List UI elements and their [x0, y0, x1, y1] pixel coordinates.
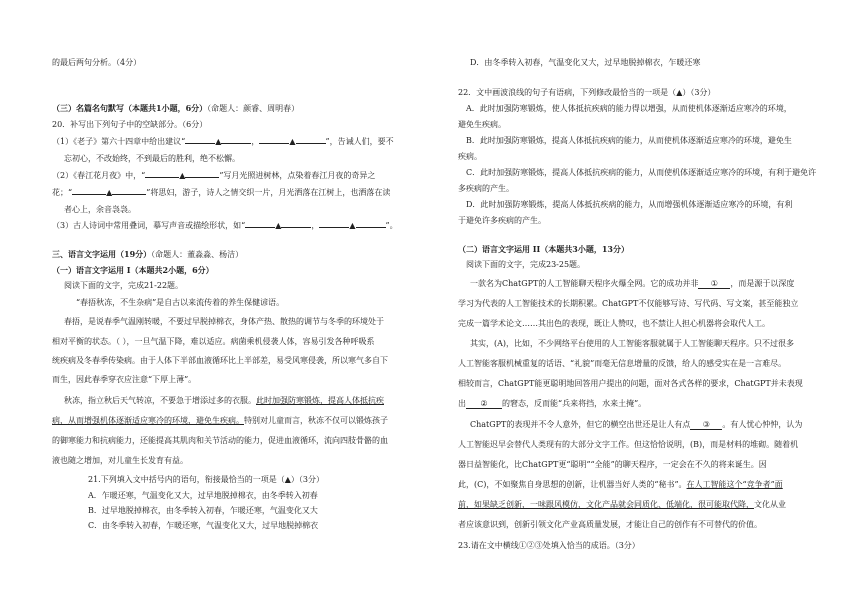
passage-line: “春捂秋冻，不生杂病”是自古以来流传着的养生保健谚语。	[76, 298, 285, 307]
option-a[interactable]: A．此时加强防寒锻炼，使人体抵抗疾病的能力得以增强，从而使机体逐渐适应寒冷的环境，	[466, 104, 792, 113]
passage-line: ChatGPT的表现并不令人意外，但它的横空出世还是让人有点 ③ 。有人忧心忡忡，认为	[470, 420, 803, 429]
passage-line: 学习为代表的人工智能技术的长期积累。ChatGPT不仅能够写诗、写代码、写文案，甚至能独立	[458, 299, 799, 308]
answer-blank[interactable]	[72, 194, 106, 195]
triangle-icon: ▲	[289, 137, 296, 146]
option-d[interactable]: D．由冬季转入初春，气温变化又大，过早地脱掉棉衣，乍暖还寒	[470, 58, 701, 67]
passage-line: 出 ② 的窘态，反而能“兵来将挡，水来土掩”。	[458, 399, 647, 408]
text-line: 的最后两句分析。（4分）	[52, 58, 142, 67]
section-heading-language-use: 三、语言文字运用（19分）（命题人：董淼淼、杨洁）	[52, 249, 244, 259]
passage-line: 的御寒能力和抗病能力，还能提高其肌肉和关节活动的能力，促进血液循环，流向四肢骨骼的血	[52, 436, 388, 445]
text-line: 忘初心，不改始终，不到最后的胜利，绝不松懈。	[64, 154, 240, 163]
triangle-icon: ▲	[179, 171, 186, 180]
triangle-icon: ▲	[349, 221, 356, 230]
passage-line: 者应该意识到，创新引领文化产业高质量发展，才能让自己的创作有不可替代的价值。	[458, 520, 762, 529]
wavy-underlined-sentence: 此时加强防寒锻炼，提高人体抵抗疾	[256, 396, 384, 405]
option-d-cont: 于避免许多疾病的产生。	[458, 216, 546, 225]
section-authors: （命题人：颜睿、周明春）	[207, 104, 300, 113]
triangle-icon: ▲	[676, 88, 683, 97]
passage-line: 而生，因此春季穿衣应注意“下厚上薄”。	[52, 375, 197, 384]
wavy-underlined-sentence: 在人工智能这个“竞争者”面	[686, 480, 783, 489]
option-b[interactable]: B．此时加强防寒锻炼，提高人体抵抗疾病的能力，从而使机体逐渐适应寒冷的环境，避免生	[466, 136, 792, 145]
option-a-cont: 避免生疾病。	[458, 120, 506, 129]
section-title: （三）名篇名句默写（本题共1小题，6分）	[52, 103, 208, 113]
option-b[interactable]: B．过早地脱掉棉衣，由冬季转入初春，乍暖还寒，气温变化又大	[88, 506, 318, 515]
wavy-underlined-sentence: 病，从而增强机体逐渐适应寒冷的环境，避免生疾病。	[52, 416, 244, 425]
triangle-icon: ▲	[215, 137, 222, 146]
passage-line: 统疾病及冬春季传染病。由于人体下半部血液循环比上半部差，易受风寒侵袭，所以寒气多自下	[52, 356, 388, 365]
passage-line: 液也随之增加，对儿童生长发育有益。	[52, 456, 188, 465]
option-c-cont: 多疾病的产生。	[458, 184, 514, 193]
passage-line: 相对平衡的状态。（ ），一旦气温下降，难以适应。病菌乘机侵袭人体，容易引发各种呼吸系	[52, 337, 375, 346]
question-21: 21.下列填入文中括号内的语句，衔接最恰当的一项是（▲）（3分）	[88, 475, 324, 484]
text-line: 者心上，余音袅袅。	[64, 205, 136, 214]
passage-line: 人工智能迟早会替代人类现有的大部分文字工作。但这恰恰说明，(B)，而是材料的堆砌。随着机	[458, 440, 799, 449]
passage-line: 器日益智能化，比ChatGPT更“聪明”“全能”的聊天程序，一定会在不久的将来诞生。因	[458, 460, 767, 469]
passage-line: 相较而言，ChatGPT能更聪明地回答用户提出的问题，面对各式各样的要求，ChatGPT并未表现	[458, 379, 803, 388]
passage-line: 其实，(A)，比如，不少网络平台使用的人工智能客服就属于人工智能聊天程序。只不过很多	[470, 339, 795, 348]
passage-line: 春捂，是说春季气温刚转暖，不要过早脱掉棉衣，身体产热、散热的调节与冬季的环境处于	[64, 317, 384, 326]
triangle-icon: ▲	[284, 475, 291, 484]
passage-line: 人工智能客服机械重复的话语、“礼貌”而毫无信息增量的反馈，给人的感受实在是一言难尽。	[458, 359, 787, 368]
answer-blank[interactable]	[145, 177, 179, 178]
option-b-cont: 疾病。	[458, 152, 482, 161]
blank-3[interactable]: ③	[690, 421, 722, 430]
question-20-item-3: （3）古人诗词中常用叠词，摹写声音或描绘形状，如“ ▲ ， ▲ ”。	[52, 221, 398, 230]
subsection-heading-2: （二）语言文字运用 II（本题共3小题，13分）	[458, 244, 629, 254]
passage-line: 一款名为ChatGPT的人工智能聊天程序火爆全网。它的成功并非 ① ，而是源于以深度	[470, 279, 795, 288]
answer-blank[interactable]	[185, 177, 219, 178]
answer-blank[interactable]	[259, 143, 289, 144]
answer-blank[interactable]	[245, 227, 275, 228]
answer-blank[interactable]	[112, 194, 146, 195]
option-a[interactable]: A．乍暖还寒，气温变化又大，过早地脱掉棉衣，由冬季转入初春	[88, 491, 318, 500]
passage-line: 此，(C)，不如聚焦自身思想的创新，让机器当好人类的“秘书”。在人工智能这个“竞争者”面	[458, 480, 783, 489]
answer-blank[interactable]	[296, 143, 326, 144]
question-23: 23.请在文中横线①②③处填入恰当的成语。（3分）	[458, 541, 640, 550]
passage-line: 前，如果缺乏创新，一味跟风模仿，文化产品就会同质化、低端化，很可能取代降，文化从业	[458, 500, 786, 509]
passage-line: 病，从而增强机体逐渐适应寒冷的环境，避免生疾病。特别对儿童而言，秋冻不仅可以锻炼孩子	[52, 416, 388, 425]
answer-blank[interactable]	[185, 143, 215, 144]
wavy-underlined-sentence: 前，如果缺乏创新，一味跟风模仿，文化产品就会同质化、低端化，很可能取代降，	[458, 500, 754, 509]
blank-2[interactable]: ②	[466, 400, 502, 409]
blank-1[interactable]: ①	[698, 280, 730, 289]
option-d[interactable]: D．此时加强防寒锻炼，提高人体抵抗疾病的能力，从而增强机体逐渐适应寒冷的环境，有利	[466, 200, 793, 209]
question-20-item-1: （1）《老子》第六十四章中给出建议“ ▲ ， ▲ ”，告诫人们，要不	[52, 137, 394, 146]
option-c[interactable]: C．此时加强防寒锻炼，提高人体抵抗疾病的能力，从而使机体逐渐适应寒冷的环境，有利于避免许	[466, 168, 817, 177]
question-22: 22．文中画波浪线的句子有语病，下列修改最恰当的一项是（▲）（3分）	[458, 88, 716, 97]
subsection-heading-1: （一）语言文字运用 I（本题共2小题，6分）	[52, 265, 214, 275]
triangle-icon: ▲	[106, 188, 113, 197]
instruction-line: 阅读下面的文字，完成21-22题。	[64, 281, 184, 290]
section-heading-famous-lines	[52, 104, 299, 113]
answer-blank[interactable]	[221, 143, 251, 144]
answer-blank[interactable]	[319, 227, 349, 228]
question-20-title: 20．补写出下列句子中的空缺部分。（6分）	[52, 120, 208, 129]
question-20-item-2-cont: 花；“ ▲ ”将思妇，游子，诗人之情交织一片，月光洒落在江树上，也洒落在读	[52, 188, 391, 197]
passage-line: 秋冻，指立秋后天气转凉，不要急于增添过多的衣服。此时加强防寒锻炼，提高人体抵抗疾	[64, 396, 384, 405]
question-20-item-2: （2）《春江花月夜》中，“ ▲ ”写月光照进树林，点染着春江月夜的奇异之	[52, 171, 376, 180]
answer-blank[interactable]	[356, 227, 386, 228]
instruction-line: 阅读下面的文字，完成23-25题。	[466, 260, 586, 269]
passage-line: 完成一篇学术论文……其出色的表现，既让人赞叹，也不禁让人担心机器将会取代人工。	[458, 319, 770, 328]
answer-blank[interactable]	[281, 227, 311, 228]
option-c[interactable]: C．由冬季转入初春，乍暖还寒，气温变化又大，过早地脱掉棉衣	[88, 521, 319, 530]
triangle-icon: ▲	[275, 221, 282, 230]
